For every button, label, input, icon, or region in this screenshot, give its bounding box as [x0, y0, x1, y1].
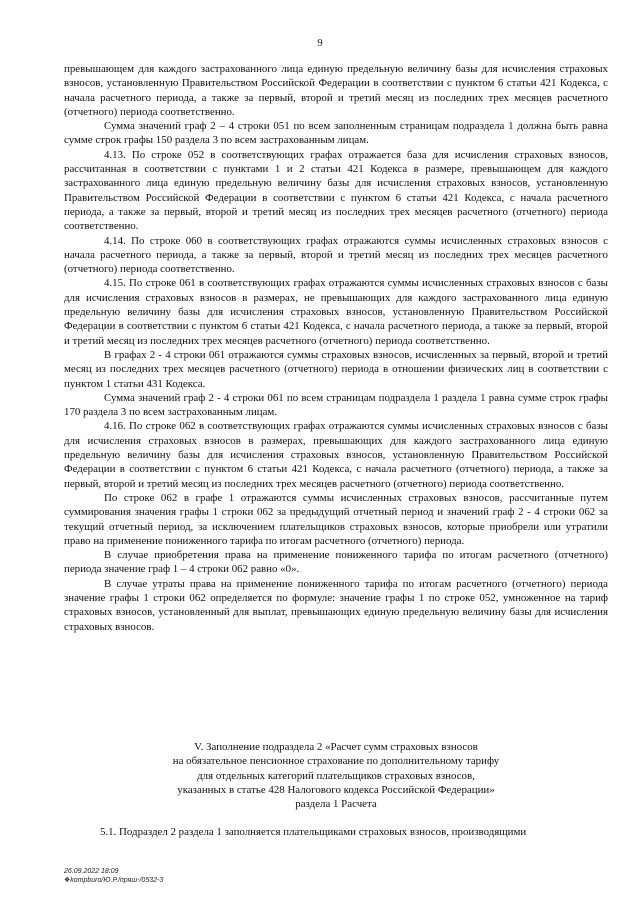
footer-stamp [64, 876, 163, 885]
section-first-paragraph: 5.1. Подраздел 2 раздела 1 заполняется плательщиками страховых взносов, производящими [100, 826, 527, 838]
footer-ref: /Ю.Р./пряш-/0532-3 [101, 877, 164, 884]
paragraph: В случае утраты права на применение пониженного тарифа по итогам расчетного (отчетного) периода значение графы 1 строки 062 определяется по формуле: значение графы 1 по строке 052, умноженное на тариф страховых взносов, установленный для выплат, превышающих единую предельную величину базы для исчисления страховых взносов. [64, 577, 608, 633]
section-heading-line: указанных в статье 428 Налогового кодекса Российской Федерации» [177, 783, 495, 796]
section-heading-line: V. Заполнение подраздела 2 «Расчет сумм страховых взносов [194, 741, 478, 753]
paragraph: превышающем для каждого застрахованного лица единую предельную величину базы для исчисления страховых взносов, установленную Правительством Российской Федерации в соответствии с пунктом 6 статьи 421 Кодекса, с начала расчетного периода, а также за первый, второй и третий месяц из последних трех месяцев расчетного (отчетного) периода соответственно. [64, 63, 608, 118]
paragraph: 4.16. По строке 062 в соответствующих графах отражаются суммы исчисленных страховых взносов с базы для исчисления страховых взносов в размерах, превышающих для каждого застрахованного лица единую предельную величину базы для исчисления страховых взносов, установленную Правительством Российской Федерации в соответствии с пунктом 6 статьи 421 Кодекса, с начала расчетного (отчетного) периода, а также за первый, второй и третий месяц из последних трех месяцев расчетного (отчетного) периода соответственно. [64, 420, 608, 490]
footer-brand: kompburo [70, 877, 102, 884]
paragraph: 4.15. По строке 061 в соответствующих графах отражаются суммы исчисленных страховых взносов с базы для исчисления страховых взносов в размерах, не превышающих для каждого застрахованного лица единую предельную величину базы для исчисления страховых взносов, установленную Правительством Российской Федерации в соответствии с пунктом 6 статьи 421 Кодекса, с начала расчетного периода, а также за первый, второй и третий месяц из последних трех месяцев расчетного (отчетного) периода соответственно. [64, 277, 608, 347]
kompburo-logo-icon: ❖ [64, 877, 71, 884]
paragraph: 4.13. По строке 052 в соответствующих графах отражается база для исчисления страховых взносов, рассчитанная в соответствии с пунктами 1 и 2 статьи 421 Кодекса в размере, превышающем для каждого застрахованного лица единую предельную величину базы для исчисления страховых взносов, установленную Правительством Российской Федерации в соответствии с пунктом 6 статьи 421 Кодекса, с начала расчетного периода, а также за первый, второй и третий месяц из последних трех месяцев расчетного (отчетного) периода соответственно. [64, 148, 608, 233]
paragraph: 4.14. По строке 060 в соответствующих графах отражаются суммы исчисленных страховых взносов с начала расчетного периода, а также за первый, второй и третий месяц из последних трех месяцев расчетного (отчетного) периода соответственно. [64, 234, 608, 276]
paragraph: Сумма значений граф 2 – 4 строки 051 по всем заполненным страницам подраздела 1 должна быть равна сумме строк графы 150 раздела 3 по всем застрахованным лицам. [64, 120, 608, 147]
section-heading-line: на обязательное пенсионное страхование по дополнительному тарифу [172, 755, 500, 768]
paragraph: В случае приобретения права на применение пониженного тарифа по итогам расчетного (отчетного) периода значение граф 1 – 4 строки 062 равно «0». [64, 549, 608, 576]
page-number: 9 [317, 38, 323, 49]
footer-date: 26.09.2022 18:09 [64, 868, 119, 875]
section-heading-line: для отдельных категорий плательщиков страховых взносов, [197, 769, 475, 782]
paragraph: Сумма значений граф 2 - 4 строки 061 по всем страницам подраздела 1 раздела 1 равна сумме строк графы 170 раздела 3 по всем застрахованным лицам. [64, 391, 608, 419]
section-heading [64, 740, 608, 811]
document-body [64, 62, 608, 634]
paragraph: В графах 2 - 4 строки 061 отражаются суммы страховых взносов, исчисленных за первый, второй и третий месяц из последних трех месяцев расчетного (отчетного) периода в отношении физических лиц в соответствии с пунктом 1 статьи 431 Кодекса. [64, 348, 608, 390]
paragraph: По строке 062 в графе 1 отражаются суммы исчисленных страховых взносов, рассчитанные путем суммирования значения графы 1 строки 062 за предыдущий отчетный период и значений граф 2 - 4 строки 062 за текущий отчетный период, за исключением плательщиков страховых взносов, которые приобрели или утратили право на применение пониженного тарифа по итогам расчетного (отчетного) периода. [64, 491, 608, 547]
section-heading-line: раздела 1 Расчета [295, 798, 377, 811]
document-footer [64, 867, 163, 885]
